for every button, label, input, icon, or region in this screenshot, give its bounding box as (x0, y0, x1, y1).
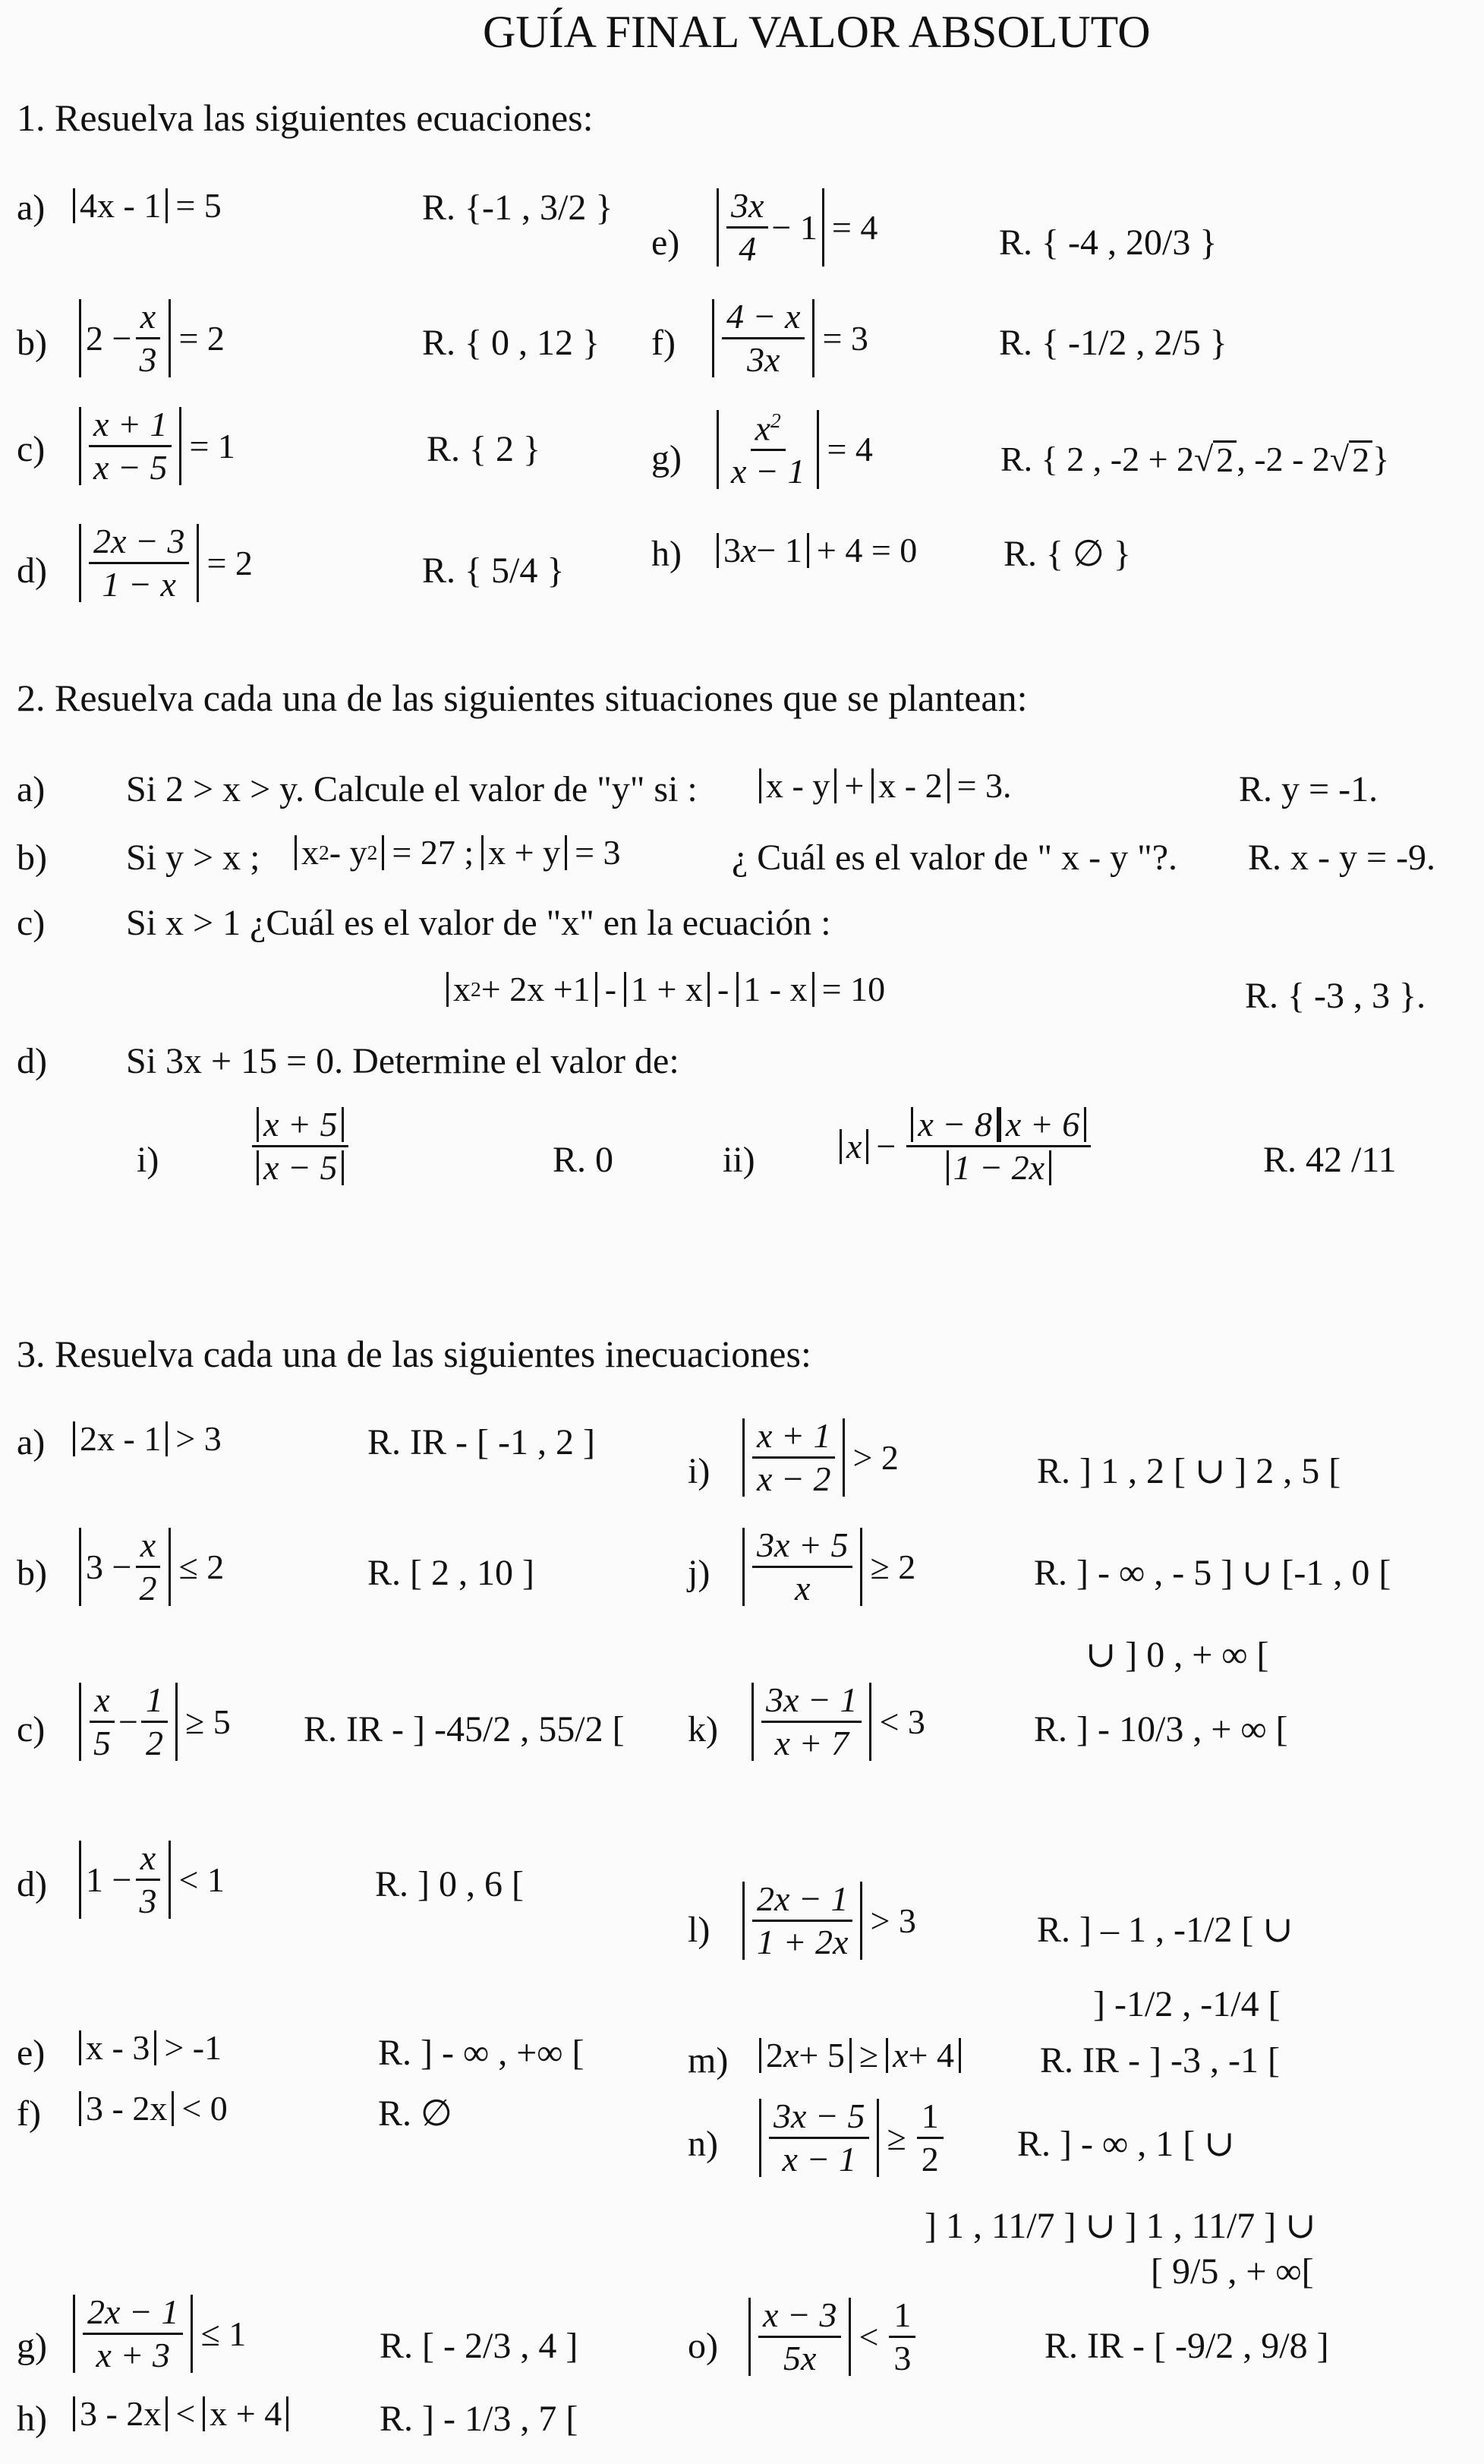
equation-1e: $\frac{3x}{4}$ − 1 = 4 (717, 188, 885, 267)
answer-3g: R. [ - 2/3 , 4 ] (380, 2326, 578, 2366)
item-3i-label: i) (688, 1451, 710, 1491)
item-1d-label: d) (17, 551, 47, 591)
answer-1e: R. { -4 , 20/3 } (999, 222, 1218, 263)
answer-3k: R. ] - 10/3 , + ∞ [ (1034, 1709, 1288, 1749)
inequality-3n: $\frac{3x - 5}{x - 1}$ ≥ $\frac{1}{2}$ (759, 2099, 947, 2177)
answer-3d: R. ] 0 , 6 [ (375, 1864, 524, 1904)
answer-1c: R. { 2 } (427, 429, 541, 469)
item-3h-label: h) (17, 2399, 47, 2439)
item-3k-label: k) (688, 1709, 718, 1749)
item-1g-label: g) (651, 438, 682, 478)
equation-1g: $\frac{x^2}{x - 1}$ = 4 (717, 410, 881, 489)
answer-3f: R. ∅ (378, 2093, 452, 2134)
answer-3n-cont: ] 1 , 11/7 ] ∪ ] 1 , 11/7 ] ∪ (925, 2206, 1316, 2246)
item-3b-label: b) (17, 1553, 47, 1593)
inequality-3d: 1 − $\frac{x}{3}$ < 1 (79, 1841, 232, 1919)
item-2d-text: Si 3x + 15 = 0. Determine el valor de: (126, 1041, 679, 1081)
inequality-3m: 2 x + 5 ≥ x + 4 (759, 2038, 961, 2073)
item-3m-label: m) (688, 2040, 729, 2081)
item-3a-label: a) (17, 1422, 46, 1462)
answer-1h: R. { ∅ } (1004, 534, 1131, 574)
inequality-3h: 3 - 2x < x + 4 (73, 2396, 288, 2431)
answer-3h: R. ] - 1/3 , 7 [ (380, 2399, 578, 2439)
item-2d-i-label: i) (137, 1140, 159, 1180)
answer-1f: R. { -1/2 , 2/5 } (999, 323, 1227, 363)
item-2b-question: ¿ Cuál es el valor de " x - y "?. (732, 838, 1177, 878)
equation-1d: $\frac{2x - 3}{1 - x}$ = 2 (79, 524, 260, 602)
inequality-3j: $\frac{3x + 5}{x}$ ≥ 2 (742, 1528, 923, 1606)
equation-2b: x 2 - y 2 = 27 ; x + y = 3 (295, 835, 629, 870)
equation-1h: 3 x − 1 + 4 = 0 (717, 533, 925, 568)
answer-2c: R. { -3 , 3 }. (1245, 976, 1426, 1016)
inequality-3o: $\frac{x - 3}{5x}$ < $\frac{1}{3}$ (748, 2298, 918, 2376)
answer-3l-cont: ] -1/2 , -1/4 [ (1093, 1984, 1281, 2024)
equation-1a: 4x - 1 = 5 (73, 188, 229, 223)
item-2d-ii-label: ii) (723, 1140, 755, 1180)
answer-1g-part2: , -2 - 2 (1237, 439, 1330, 478)
section2-heading: 2. Resuelva cada una de las siguientes situaciones que se plantean: (17, 677, 1028, 719)
item-2b-condition: Si y > x ; (126, 838, 260, 878)
equation-1c: $\frac{x + 1}{x - 5}$ = 1 (79, 407, 243, 485)
item-3g-label: g) (17, 2326, 47, 2366)
item-3e-label: e) (17, 2033, 46, 2073)
answer-3c: R. IR - ] -45/2 , 55/2 [ (304, 1709, 625, 1749)
answer-2d-i: R. 0 (553, 1140, 614, 1180)
inequality-3f: 3 - 2x < 0 (79, 2091, 235, 2126)
item-1a-label: a) (17, 188, 46, 228)
item-1c-label: c) (17, 429, 46, 469)
inequality-3i: $\frac{x + 1}{x - 2}$ > 2 (742, 1418, 906, 1497)
item-2b-label: b) (17, 838, 47, 878)
item-3l-label: l) (688, 1910, 710, 1950)
item-2c-label: c) (17, 903, 46, 943)
answer-3l: R. ] – 1 , -1/2 [ ∪ (1037, 1910, 1293, 1950)
item-1b-label: b) (17, 323, 47, 363)
item-3d-label: d) (17, 1864, 47, 1904)
answer-3j-cont: ∪ ] 0 , + ∞ [ (1085, 1635, 1269, 1675)
answer-2d-ii: R. 42 /11 (1263, 1140, 1397, 1180)
answer-1b: R. { 0 , 12 } (422, 323, 600, 363)
item-2c-text: Si x > 1 ¿Cuál es el valor de "x" en la ecuación : (126, 903, 831, 943)
inequality-3c: $\frac{x}{5}$ − $\frac{1}{2}$ ≥ 5 (79, 1683, 238, 1761)
item-2d-label: d) (17, 1041, 47, 1081)
inequality-3e: x - 3 > -1 (79, 2030, 229, 2065)
inequality-3a: 2x - 1 > 3 (73, 1421, 229, 1456)
answer-1g-part3: } (1372, 439, 1390, 478)
equation-1b: 2 − $\frac{x}{3}$ = 2 (79, 299, 232, 377)
answer-1g: R. { 2 , -2 + 2 √ 2 , -2 - 2 √ 2 } (1000, 439, 1390, 479)
answer-2b: R. x - y = -9. (1248, 838, 1436, 878)
page-title: GUÍA FINAL VALOR ABSOLUTO (483, 7, 1151, 57)
item-3c-label: c) (17, 1709, 46, 1749)
expression-2d-i: $\frac{x + 5}{x - 5}$ (249, 1107, 351, 1185)
item-3o-label: o) (688, 2326, 718, 2366)
equation-2a: x - y + x - 2 = 3. (759, 768, 1019, 803)
inequality-3b: 3 − $\frac{x}{2}$ ≤ 2 (79, 1528, 232, 1606)
item-1e-label: e) (651, 222, 680, 263)
answer-3e: R. ] - ∞ , +∞ [ (378, 2033, 584, 2073)
item-2a-label: a) (17, 769, 46, 809)
item-3j-label: j) (688, 1553, 710, 1593)
answer-1g-part1: R. { 2 , -2 + 2 (1000, 439, 1195, 478)
equation-2c: x 2 + 2x +1 - 1 + x - 1 - x = 10 (446, 972, 893, 1007)
answer-2a: R. y = -1. (1239, 769, 1378, 809)
answer-3i: R. ] 1 , 2 [ ∪ ] 2 , 5 [ (1037, 1451, 1341, 1491)
answer-3b: R. [ 2 , 10 ] (367, 1553, 534, 1593)
answer-3j: R. ] - ∞ , - 5 ] ∪ [-1 , 0 [ (1034, 1553, 1391, 1593)
item-1f-label: f) (651, 323, 676, 363)
item-3f-label: f) (17, 2093, 41, 2134)
answer-3n: R. ] - ∞ , 1 [ ∪ (1017, 2124, 1235, 2164)
answer-3o: R. IR - [ -9/2 , 9/8 ] (1044, 2326, 1329, 2366)
answer-1a: R. {-1 , 3/2 } (422, 188, 613, 228)
answer-3m: R. IR - ] -3 , -1 [ (1040, 2040, 1280, 2081)
answer-1d: R. { 5/4 } (422, 551, 565, 591)
section1-heading: 1. Resuelva las siguientes ecuaciones: (17, 96, 594, 139)
inequality-3g: $\frac{2x - 1}{x + 3}$ ≤ 1 (73, 2295, 254, 2373)
equation-1f: $\frac{4 - x}{3x}$ = 3 (712, 299, 876, 377)
answer-3n-cont2: [ 9/5 , + ∞[ (1151, 2251, 1314, 2292)
item-1h-label: h) (651, 534, 682, 574)
item-3n-label: n) (688, 2124, 718, 2164)
expression-2d-ii: x − $\frac{x - 8 x + 6}{1 - 2x}$ (840, 1107, 1094, 1185)
section3-heading: 3. Resuelva cada una de las siguientes inecuaciones: (17, 1333, 811, 1375)
answer-3a: R. IR - [ -1 , 2 ] (367, 1422, 595, 1462)
inequality-3l: $\frac{2x - 1}{1 + 2x}$ > 3 (742, 1882, 924, 1960)
inequality-3k: $\frac{3x - 1}{x + 7}$ < 3 (751, 1683, 933, 1761)
item-2a-text: Si 2 > x > y. Calcule el valor de "y" si : (126, 769, 698, 809)
